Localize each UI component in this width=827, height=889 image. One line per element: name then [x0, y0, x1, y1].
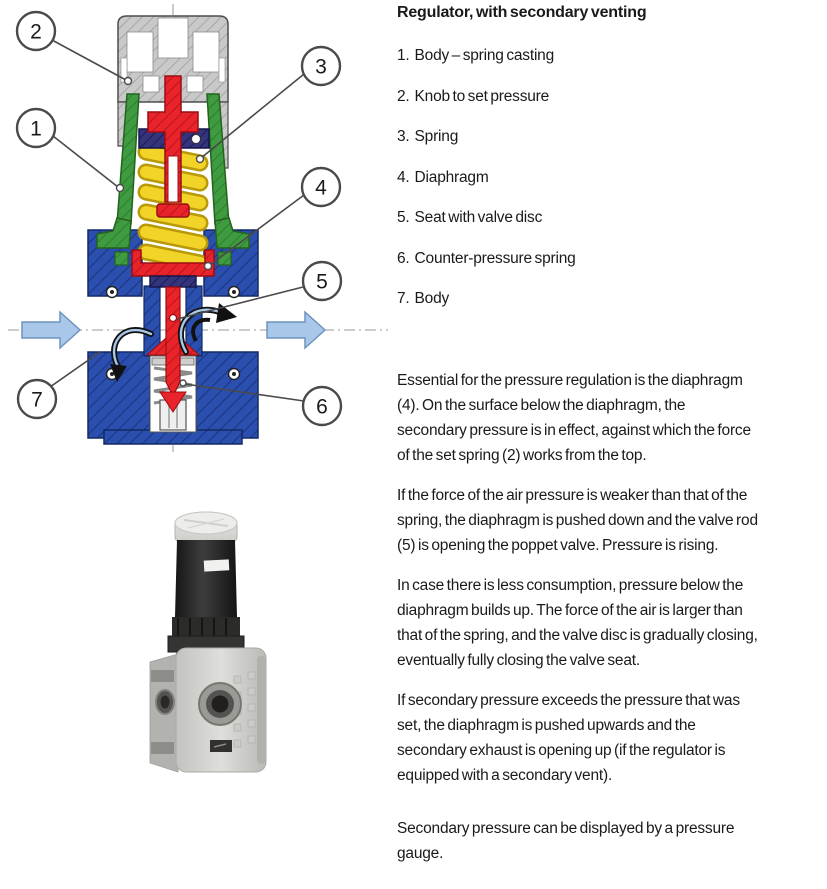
paragraph-5: Secondary pressure can be displayed by a pressure gauge.	[397, 820, 735, 862]
svg-text:7: 7	[31, 388, 43, 412]
outlet-arrow-icon	[267, 312, 325, 348]
paragraph-3: In case there is less consumption, pressure below the diaphragm builds up. The force of the air is larger than that of the spring, and the valve disc is gradually closing, eventually fully closing the valve seat.	[397, 577, 758, 669]
part-label: Body – spring casting	[414, 47, 555, 64]
part-number: 2.	[397, 87, 410, 105]
part-label: Seat with valve disc	[414, 209, 543, 226]
part-item-2	[397, 87, 823, 107]
paragraph-1: Essential for the pressure regulation is the diaphragm (4). On the surface below the diaphragm, the secondary pressure is in effect, against which the force of the set spring (2) works from the top.	[397, 372, 751, 464]
part-label: Spring	[414, 128, 459, 145]
diaphragm	[150, 276, 196, 287]
svg-text:4: 4	[315, 176, 327, 200]
regulator-knob	[168, 512, 244, 661]
part-label: Body	[414, 290, 450, 307]
part-item-6	[397, 249, 823, 269]
callout-7	[18, 380, 56, 418]
page-title: Regulator, with secondary venting	[397, 4, 647, 21]
parts-list	[397, 46, 823, 309]
regulator-product-photo	[120, 480, 380, 800]
paragraph-2: If the force of the air pressure is weaker than that of the spring, the diaphragm is pushed down and the valve rod (5) is opening the poppet valve. Pressure is rising.	[397, 487, 758, 554]
regulator-body	[150, 648, 266, 772]
svg-text:5: 5	[316, 270, 328, 294]
part-item-4	[397, 168, 823, 188]
callout-4	[302, 168, 340, 206]
svg-text:3: 3	[315, 55, 327, 79]
part-number: 1.	[397, 47, 410, 64]
text-column	[397, 0, 823, 889]
svg-text:2: 2	[30, 20, 42, 44]
inlet-arrow-icon	[22, 312, 80, 348]
part-item-7	[397, 289, 823, 309]
part-label: Counter-pressure spring	[414, 249, 576, 267]
part-number: 7.	[397, 290, 410, 307]
callout-5	[303, 262, 341, 300]
part-item-1	[397, 46, 823, 66]
part-number: 4.	[397, 168, 410, 186]
part-label: Diaphragm	[414, 168, 489, 186]
part-item-5	[397, 208, 823, 228]
part-number: 6.	[397, 249, 410, 267]
part-item-3	[397, 127, 823, 147]
callout-2	[17, 12, 55, 50]
callout-6	[303, 387, 341, 425]
svg-text:6: 6	[316, 395, 328, 419]
part-label: Knob to set pressure	[414, 87, 550, 105]
regulator-cross-section-diagram	[0, 0, 396, 460]
callout-3	[302, 47, 340, 85]
callout-1	[17, 109, 55, 147]
svg-text:1: 1	[30, 117, 42, 141]
part-number: 5.	[397, 209, 410, 226]
description-text	[397, 368, 817, 881]
paragraph-4: If secondary pressure exceeds the pressure that was set, the diaphragm is pushed upwards and the secondary exhaust is opening up (if the regulator is equipped with a secondary vent).	[397, 692, 740, 784]
part-number: 3.	[397, 128, 410, 145]
